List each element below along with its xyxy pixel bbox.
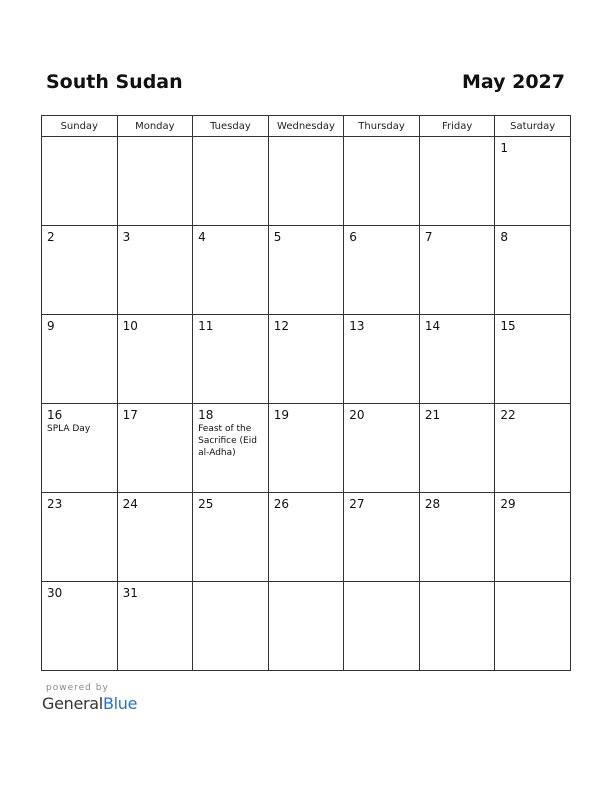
day-cell [193,582,269,671]
week-row [42,226,571,315]
day-cell [42,137,118,226]
day-number [42,137,117,141]
day-number: 8 [500,230,509,244]
day-cell [193,404,269,493]
week-row [42,582,571,671]
day-number: 6 [349,230,357,244]
day-number: 14 [424,319,441,333]
country-title: South Sudan [46,71,183,93]
day-cell [344,582,420,671]
powered-by-label: powered by [46,683,109,693]
day-number: 2 [47,230,55,244]
day-number: 13 [349,319,365,333]
weekday-thursday: Thursday [344,116,420,137]
day-cell [419,226,495,315]
day-cell [495,493,571,582]
day-number: 12 [273,319,289,333]
weekday-header-row [42,116,571,137]
day-cell [193,315,269,404]
holiday-event: Feast of the Sacrifice (Eid al-Adha) [198,424,257,458]
day-cell [419,137,495,226]
day-cell [344,404,420,493]
day-number: 21 [424,408,441,422]
day-number: 17 [122,408,138,422]
weekday-monday: Monday [117,116,193,137]
week-row [42,493,571,582]
day-cell [495,404,571,493]
day-cell [117,404,193,493]
day-cell [268,226,344,315]
day-number: 18 [198,408,214,422]
holiday-event: SPLA Day [47,424,91,434]
day-cell [419,315,495,404]
day-cell [495,582,571,671]
day-cell [344,315,420,404]
day-cell [419,493,495,582]
week-row [42,315,571,404]
day-number: 15 [500,319,516,333]
day-cell [117,493,193,582]
day-cell [268,404,344,493]
day-cell [419,404,495,493]
day-number [344,582,419,586]
day-cell [344,137,420,226]
day-number: 29 [500,497,516,511]
day-number: 7 [424,230,433,244]
day-number [420,582,495,586]
day-cell [344,226,420,315]
day-number: 30 [47,586,63,600]
day-number: 5 [273,230,282,244]
day-number: 23 [47,497,63,511]
day-number [193,137,268,141]
day-cell [495,315,571,404]
day-number: 16 [47,408,63,422]
day-cell [42,582,118,671]
day-number: 1 [500,141,509,155]
day-cell [42,226,118,315]
generalblue-logo[interactable] [42,694,137,713]
week-row [42,404,571,493]
calendar-body [42,137,571,671]
day-number: 11 [198,319,214,333]
weekday-wednesday: Wednesday [268,116,344,137]
day-number [193,582,268,586]
weekday-friday: Friday [419,116,495,137]
day-number: 10 [122,319,138,333]
month-year-title: May 2027 [461,71,565,93]
day-cell [193,137,269,226]
day-number [118,137,193,141]
day-cell [268,315,344,404]
day-cell [495,226,571,315]
day-cell [42,404,118,493]
day-number: 3 [122,230,131,244]
day-number: 26 [273,497,289,511]
day-cell [117,582,193,671]
day-number [269,582,344,586]
calendar-grid [41,115,571,671]
day-cell [268,582,344,671]
day-number: 24 [122,497,138,511]
day-number: 25 [198,497,214,511]
day-cell [42,315,118,404]
day-number: 27 [349,497,365,511]
day-number: 19 [273,408,289,422]
weekday-sunday: Sunday [42,116,118,137]
day-number: 9 [47,319,55,333]
day-cell [193,226,269,315]
day-cell [42,493,118,582]
week-row [42,137,571,226]
weekday-tuesday: Tuesday [193,116,269,137]
day-number: 31 [122,586,138,600]
day-number: 20 [349,408,365,422]
brand-blue-text: Blue [102,694,138,713]
day-number [269,137,344,141]
day-number [420,137,495,141]
day-cell [268,493,344,582]
brand-general-text: General [42,694,103,713]
day-cell [117,315,193,404]
day-cell [344,493,420,582]
day-number: 22 [500,408,516,422]
day-cell [268,137,344,226]
day-cell [193,493,269,582]
day-number: 28 [424,497,441,511]
weekday-saturday: Saturday [495,116,571,137]
day-cell [117,137,193,226]
day-cell [495,137,571,226]
day-cell [117,226,193,315]
day-number: 4 [198,230,206,244]
day-cell [419,582,495,671]
day-number [344,137,419,141]
day-number [495,582,570,586]
